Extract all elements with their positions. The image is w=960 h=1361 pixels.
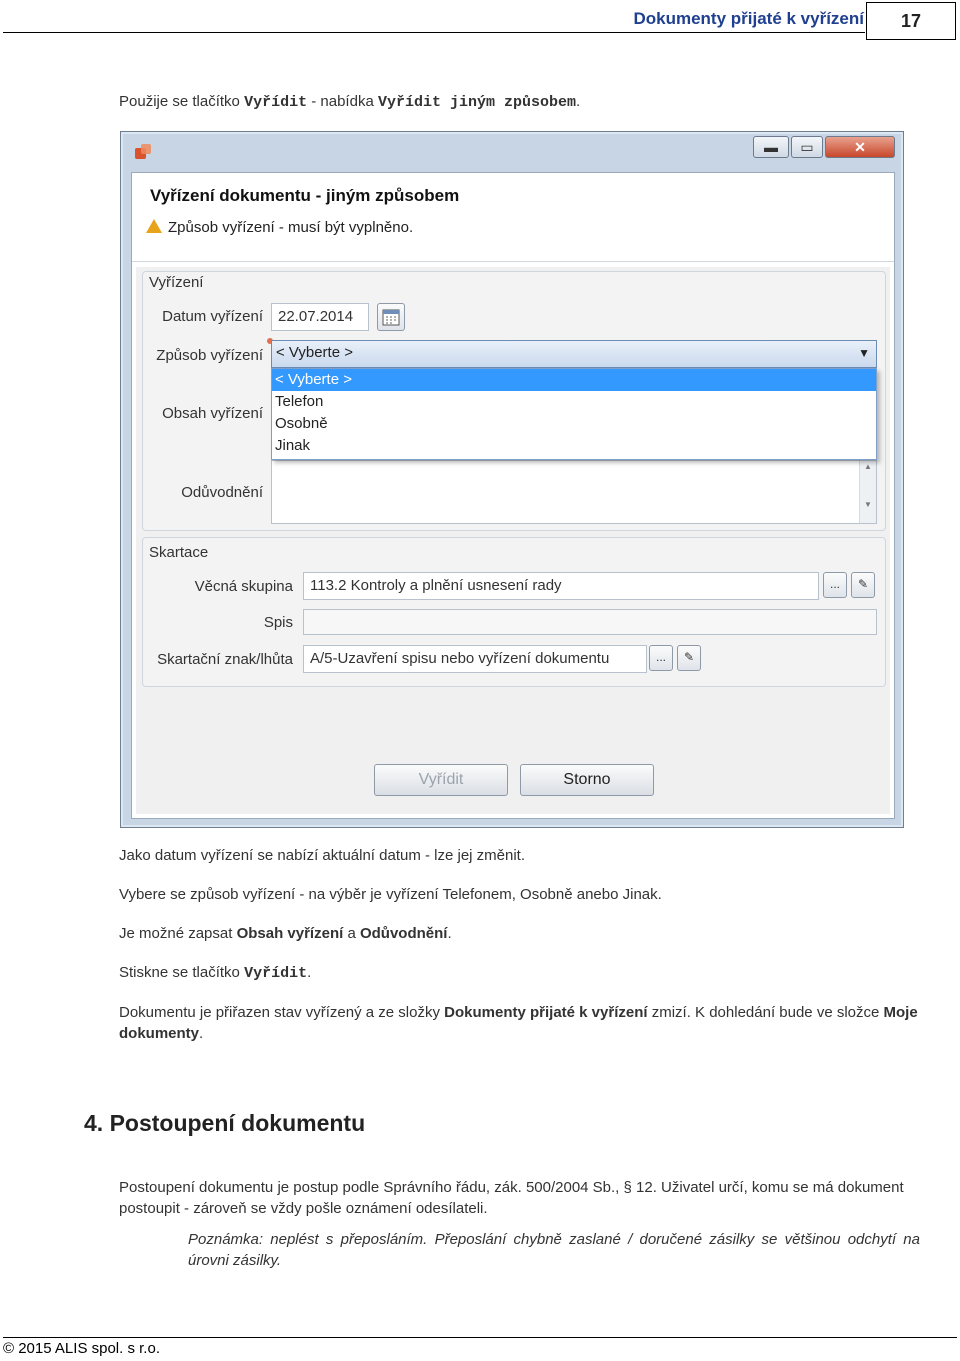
- text-line-1: Jako datum vyřízení se nabízí aktuální datum - lze jej změnit.: [119, 847, 526, 864]
- section-heading: 4. Postoupení dokumentu: [84, 1110, 366, 1136]
- shred-sign-input[interactable]: A/5-Uzavření spisu nebo vyřízení dokumentu: [303, 645, 647, 673]
- text-line-5-bold-2: Moje dokumenty: [119, 1004, 918, 1042]
- minimize-button[interactable]: ▬: [753, 136, 789, 158]
- option-telefon[interactable]: Telefon: [275, 393, 324, 410]
- cancel-button[interactable]: Storno: [520, 764, 654, 796]
- option-jinak[interactable]: Jinak: [275, 437, 311, 454]
- subject-group-label: Věcná skupina: [194, 578, 293, 595]
- text-line-3-end: .: [447, 925, 452, 942]
- dialog-window: [120, 131, 904, 828]
- shred-sign-label: Skartační znak/lhůta: [157, 651, 293, 668]
- group-skartace-title: Skartace: [149, 544, 209, 561]
- scroll-up-icon: ▲: [864, 462, 872, 471]
- scroll-down-icon: ▼: [864, 500, 872, 509]
- shred-sign-browse-button[interactable]: ...: [649, 645, 673, 671]
- section-paragraph: Postoupení dokumentu je postup podle Správního řádu, zák. 500/2004 Sb., § 12. Uživatel určí, komu se má dokument postoupit - zároveň se vždy pošle oznámení odesílateli.: [119, 1179, 904, 1217]
- section-note: Poznámka: neplést s přeposláním. Přeposlání chybně zaslané / doručené zásilky se většinou odchytí na úrovni zásilky.: [188, 1231, 920, 1269]
- method-select[interactable]: [271, 340, 877, 368]
- maximize-button[interactable]: ▭: [791, 136, 823, 158]
- calendar-button[interactable]: [377, 303, 405, 331]
- text-line-4-button: Vyřídit: [244, 965, 308, 982]
- reason-scrollbar[interactable]: [859, 461, 876, 523]
- group-vyrizeni: [142, 271, 886, 531]
- subject-group-input[interactable]: 113.2 Kontroly a plnění usnesení rady: [303, 572, 819, 600]
- text-line-5-end: .: [199, 1025, 204, 1042]
- text-line-3-bold-1: Obsah vyřízení: [236, 925, 344, 942]
- dialog-body: [136, 267, 890, 814]
- intro-paragraph: [119, 91, 580, 113]
- intro-text-mid: - nabídka: [307, 93, 378, 110]
- close-button[interactable]: ✕: [825, 136, 895, 158]
- subject-group-browse-button[interactable]: ...: [823, 572, 847, 598]
- app-icon: [133, 142, 153, 162]
- reason-textarea[interactable]: [271, 460, 877, 524]
- header-divider: [3, 32, 865, 33]
- text-line-5-pre: Dokumentu je přiřazen stav vyřízený a ze složky: [119, 1004, 445, 1021]
- page-number: 17: [866, 2, 956, 40]
- reason-label: Odůvodnění: [181, 484, 263, 501]
- text-line-3-mid: a: [343, 925, 360, 942]
- text-line-4: [119, 962, 311, 984]
- spis-label: Spis: [263, 614, 293, 631]
- text-line-5: [119, 1002, 921, 1044]
- chevron-down-icon: ▼: [858, 346, 870, 360]
- intro-menu-name: Vyřídit jiným způsobem: [377, 94, 577, 111]
- validation-warning: [146, 219, 413, 236]
- footer-divider: [3, 1337, 957, 1338]
- warning-text: Způsob vyřízení - musí být vyplněno.: [168, 219, 414, 236]
- group-vyrizeni-title: Vyřízení: [149, 274, 204, 291]
- footer-copyright: © 2015 ALIS spol. s r.o.: [3, 1340, 160, 1357]
- text-line-3: [119, 923, 452, 944]
- text-line-5-mid: zmizí. K dohledání bude ve složce: [647, 1004, 884, 1021]
- shred-sign-edit-button[interactable]: [677, 645, 701, 671]
- intro-text: Použije se tlačítko: [119, 93, 245, 110]
- date-input[interactable]: 22.07.2014: [271, 303, 369, 331]
- subject-group-edit-button[interactable]: [851, 572, 875, 598]
- calendar-icon: [382, 308, 400, 326]
- dialog-title: Vyřízení dokumentu - jiným způsobem: [150, 186, 460, 205]
- text-line-3-bold-2: Odůvodnění: [359, 925, 448, 942]
- text-line-4-pre: Stiskne se tlačítko: [119, 964, 245, 981]
- date-label: Datum vyřízení: [162, 308, 263, 325]
- content-label: Obsah vyřízení: [162, 405, 263, 422]
- group-skartace: [142, 537, 886, 687]
- method-select-value: < Vyberte >: [276, 344, 353, 361]
- spis-input[interactable]: [303, 609, 877, 635]
- warning-icon: [146, 219, 162, 233]
- text-line-5-bold-1: Dokumenty přijaté k vyřízení: [444, 1004, 648, 1021]
- option-vyberte[interactable]: < Vyberte >: [272, 369, 876, 391]
- page-header-title: Dokumenty přijaté k vyřízení: [633, 9, 864, 28]
- option-osobne[interactable]: Osobně: [275, 415, 328, 432]
- intro-text-end: .: [576, 93, 581, 110]
- dialog-client-area: [131, 172, 895, 819]
- text-line-3-pre: Je možné zapsat: [119, 925, 237, 942]
- text-line-4-end: .: [307, 964, 312, 981]
- method-label: Způsob vyřízení: [156, 347, 263, 364]
- text-line-2: Vybere se způsob vyřízení - na výběr je vyřízení Telefonem, Osobně anebo Jinak.: [119, 886, 662, 903]
- method-dropdown-list: [271, 368, 877, 460]
- pencil-icon: ✎: [683, 650, 695, 664]
- intro-button-name: Vyřídit: [244, 94, 308, 111]
- header-separator: [132, 261, 894, 262]
- pencil-icon: ✎: [857, 577, 869, 591]
- resolve-button[interactable]: Vyřídit: [374, 764, 508, 796]
